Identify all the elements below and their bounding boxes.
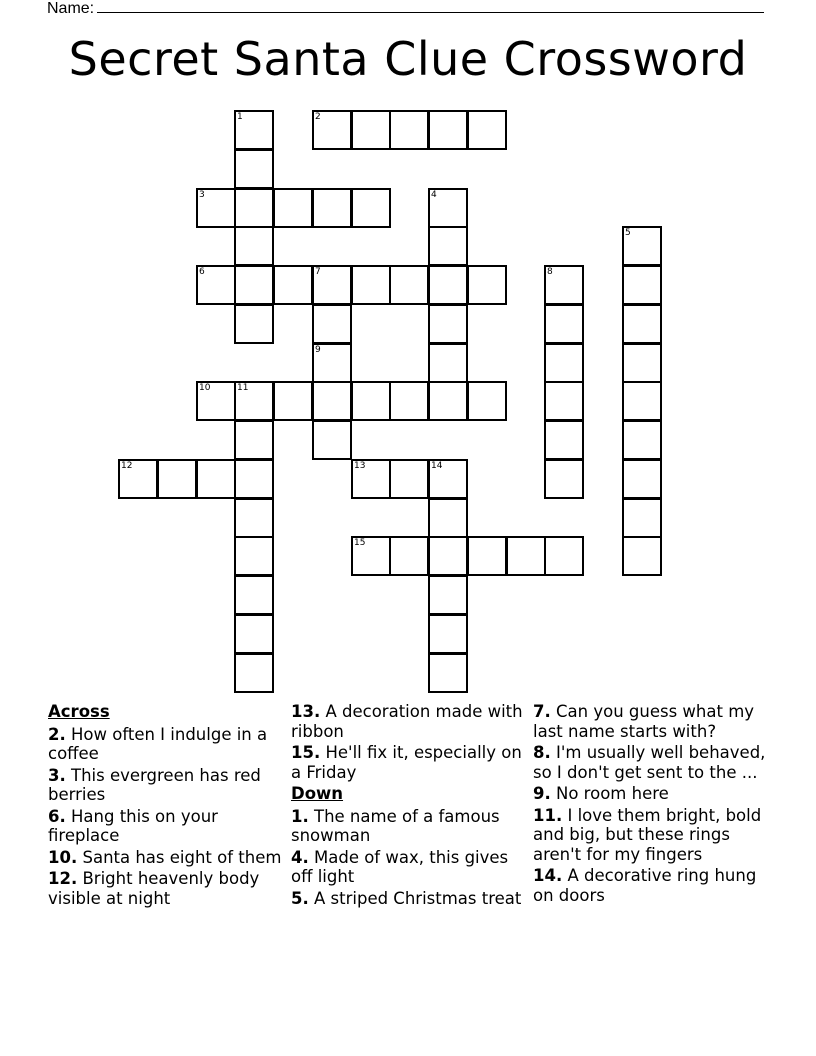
- cell-number: 7: [315, 267, 321, 277]
- grid-cell[interactable]: [234, 420, 274, 460]
- grid-cell[interactable]: [467, 381, 507, 421]
- grid-cell[interactable]: [428, 188, 468, 228]
- grid-cell[interactable]: [622, 304, 662, 344]
- grid-cell[interactable]: [544, 343, 584, 383]
- page-title: Secret Santa Clue Crossword: [68, 32, 748, 86]
- clue-across-12: [48, 869, 284, 908]
- cell-number: 2: [315, 112, 321, 122]
- clue-number: 15.: [291, 743, 321, 762]
- clues-column-1: [48, 702, 284, 910]
- grid-cell[interactable]: [622, 420, 662, 460]
- grid-cell[interactable]: [234, 459, 274, 499]
- grid-cell[interactable]: [234, 614, 274, 654]
- clue-number: 5.: [291, 888, 309, 908]
- cell-number: 9: [315, 345, 321, 355]
- grid-cell[interactable]: [428, 498, 468, 538]
- grid-cell[interactable]: [389, 265, 429, 305]
- clue-text: A decorative ring hung on doors: [533, 866, 757, 905]
- clue-text: Santa has eight of them: [82, 847, 282, 867]
- clue-text: A decoration made with ribbon: [291, 702, 523, 741]
- grid-cell[interactable]: [351, 265, 391, 305]
- clue-across-13: [291, 702, 527, 741]
- name-field[interactable]: [47, 0, 764, 18]
- clue-across-10: [48, 848, 284, 868]
- clue-number: 8.: [533, 743, 551, 762]
- cell-number: 11: [237, 383, 249, 393]
- grid-cell[interactable]: [351, 188, 391, 228]
- down-heading: Down: [291, 784, 344, 803]
- grid-cell[interactable]: [622, 498, 662, 538]
- grid-cell[interactable]: [234, 110, 274, 150]
- grid-cell[interactable]: [351, 381, 391, 421]
- clue-text: This evergreen has red berries: [48, 765, 261, 804]
- grid-cell[interactable]: [196, 265, 236, 305]
- clue-number: 10.: [48, 847, 78, 867]
- grid-cell[interactable]: [428, 226, 468, 266]
- cell-number: 4: [431, 190, 437, 200]
- grid-cell[interactable]: [544, 265, 584, 305]
- name-label: Name:: [47, 0, 95, 17]
- cell-number: 8: [547, 267, 553, 277]
- grid-cell[interactable]: [622, 536, 662, 576]
- clue-across-3: [48, 766, 284, 805]
- clue-text: No room here: [556, 784, 669, 803]
- clue-down-1: [291, 807, 527, 846]
- grid-cell[interactable]: [312, 420, 352, 460]
- grid-cell[interactable]: [428, 459, 468, 499]
- clue-number: 6.: [48, 806, 66, 826]
- grid-cell[interactable]: [196, 459, 236, 499]
- clue-text: Can you guess what my last name starts with?: [533, 702, 755, 741]
- grid-cell[interactable]: [312, 343, 352, 383]
- grid-cell[interactable]: [428, 110, 468, 150]
- grid-cell[interactable]: [467, 110, 507, 150]
- clue-number: 14.: [533, 866, 563, 885]
- grid-cell[interactable]: [544, 304, 584, 344]
- grid-cell[interactable]: [467, 265, 507, 305]
- grid-cell[interactable]: [312, 381, 352, 421]
- grid-cell[interactable]: [351, 110, 391, 150]
- grid-cell[interactable]: [428, 653, 468, 693]
- grid-cell[interactable]: [273, 381, 313, 421]
- grid-cell[interactable]: [389, 110, 429, 150]
- grid-cell[interactable]: [428, 381, 468, 421]
- clue-text: Bright heavenly body visible at night: [48, 869, 260, 908]
- grid-cell[interactable]: [389, 536, 429, 576]
- across-heading: Across: [48, 702, 110, 721]
- clue-number: 3.: [48, 765, 66, 785]
- grid-cell[interactable]: [234, 226, 274, 266]
- grid-cell[interactable]: [544, 420, 584, 460]
- grid-cell[interactable]: [428, 343, 468, 383]
- grid-cell[interactable]: [544, 536, 584, 576]
- grid-cell[interactable]: [234, 653, 274, 693]
- grid-cell[interactable]: [544, 381, 584, 421]
- grid-cell[interactable]: [273, 265, 313, 305]
- cell-number: 5: [625, 228, 631, 238]
- cell-number: 10: [199, 383, 211, 393]
- grid-cell[interactable]: [428, 304, 468, 344]
- clue-number: 4.: [291, 847, 309, 867]
- clue-text: Hang this on your fireplace: [48, 806, 218, 845]
- grid-cell[interactable]: [196, 188, 236, 228]
- grid-cell[interactable]: [506, 536, 546, 576]
- grid-cell[interactable]: [234, 536, 274, 576]
- cell-number: 15: [354, 538, 366, 548]
- clue-number: 11.: [533, 805, 563, 825]
- cell-number: 12: [121, 461, 133, 471]
- grid-cell[interactable]: [622, 459, 662, 499]
- clue-number: 12.: [48, 869, 78, 888]
- grid-cell[interactable]: [389, 459, 429, 499]
- clue-across-6: [48, 807, 284, 846]
- grid-cell[interactable]: [467, 536, 507, 576]
- grid-cell[interactable]: [428, 265, 468, 305]
- clue-text: A striped Christmas treat: [314, 888, 522, 908]
- clue-down-11: [533, 806, 773, 865]
- cell-number: 3: [199, 190, 205, 200]
- name-underline[interactable]: [97, 0, 764, 13]
- clue-across-2: [48, 725, 284, 764]
- grid-cell[interactable]: [312, 265, 352, 305]
- grid-cell[interactable]: [273, 188, 313, 228]
- grid-cell[interactable]: [234, 498, 274, 538]
- grid-cell[interactable]: [544, 459, 584, 499]
- grid-cell[interactable]: [622, 343, 662, 383]
- grid-cell[interactable]: [312, 110, 352, 150]
- cell-number: 13: [354, 461, 366, 471]
- cell-number: 6: [199, 267, 205, 277]
- clue-text: He'll fix it, especially on a Friday: [291, 743, 522, 782]
- grid-cell[interactable]: [234, 149, 274, 189]
- clue-across-15: [291, 743, 527, 782]
- grid-cell[interactable]: [234, 265, 274, 305]
- grid-cell[interactable]: [196, 381, 236, 421]
- clues-column-2: [291, 702, 527, 910]
- grid-cell[interactable]: [351, 459, 391, 499]
- grid-cell[interactable]: [622, 381, 662, 421]
- clue-down-9: [533, 784, 773, 804]
- grid-cell[interactable]: [428, 575, 468, 615]
- clue-down-7: [533, 702, 773, 741]
- clue-down-14: [533, 866, 773, 905]
- clue-down-5: [291, 889, 527, 909]
- clue-text: I love them bright, bold and big, but these rings aren't for my fingers: [533, 805, 762, 864]
- grid-cell[interactable]: [428, 614, 468, 654]
- clue-text: I'm usually well behaved, so I don't get sent to the ...: [533, 743, 766, 782]
- clue-text: Made of wax, this gives off light: [291, 847, 509, 886]
- cell-number: 1: [237, 112, 243, 122]
- grid-cell[interactable]: [118, 459, 158, 499]
- clue-number: 13.: [291, 702, 321, 721]
- clue-text: The name of a famous snowman: [291, 806, 500, 845]
- clue-number: 9.: [533, 784, 551, 803]
- grid-cell[interactable]: [622, 226, 662, 266]
- grid-cell[interactable]: [157, 459, 197, 499]
- grid-cell[interactable]: [622, 265, 662, 305]
- clue-down-8: [533, 743, 773, 782]
- grid-cell[interactable]: [389, 381, 429, 421]
- grid-cell[interactable]: [234, 381, 274, 421]
- grid-cell[interactable]: [428, 536, 468, 576]
- clue-number: 2.: [48, 724, 66, 744]
- clue-number: 1.: [291, 806, 309, 826]
- clue-text: How often I indulge in a coffee: [48, 724, 268, 763]
- grid-cell[interactable]: [234, 575, 274, 615]
- grid-cell[interactable]: [234, 188, 274, 228]
- grid-cell[interactable]: [234, 304, 274, 344]
- clue-number: 7.: [533, 702, 551, 721]
- clues-column-3: [533, 702, 773, 907]
- clue-down-4: [291, 848, 527, 887]
- cell-number: 14: [431, 461, 443, 471]
- grid-cell[interactable]: [351, 536, 391, 576]
- grid-cell[interactable]: [312, 188, 352, 228]
- grid-cell[interactable]: [312, 304, 352, 344]
